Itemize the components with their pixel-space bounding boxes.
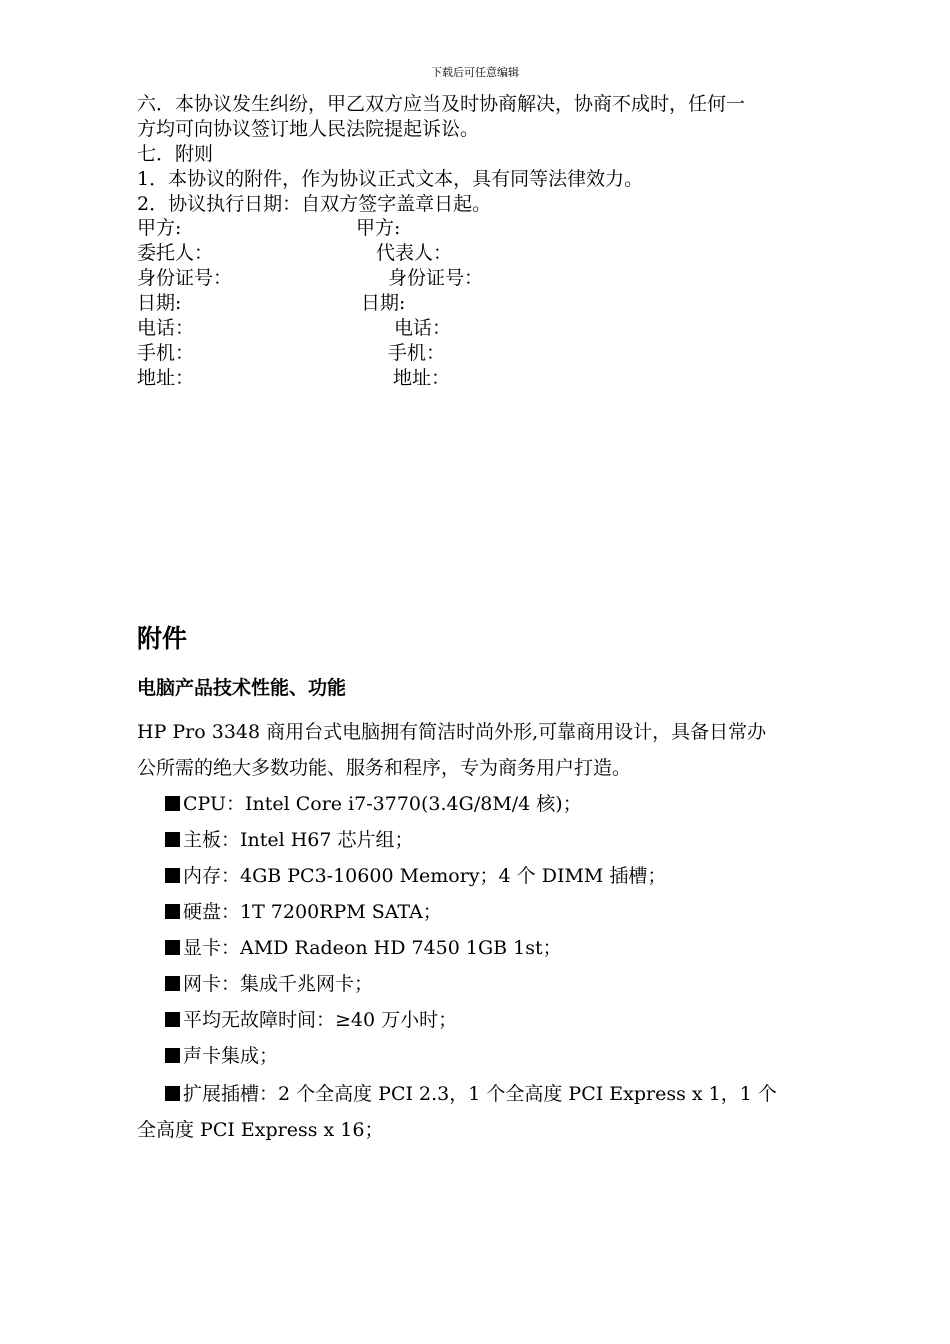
list-item bbox=[165, 1002, 457, 1038]
signature-entrustee-label: 委托人： bbox=[137, 242, 214, 264]
list-item bbox=[165, 930, 562, 966]
signature-phone-label: 电话： bbox=[137, 317, 195, 339]
list-item bbox=[165, 786, 582, 822]
page-header-note: 下载后可任意编辑 bbox=[431, 66, 519, 79]
annex-intro-line2: 公所需的绝大多数功能、服务和程序，专为商务用户打造。 bbox=[137, 757, 632, 779]
signature-phone-label-right: 电话： bbox=[394, 317, 452, 339]
clause-seven-title: 七．附则 bbox=[137, 143, 214, 165]
signature-mobile-label: 手机： bbox=[137, 342, 195, 364]
annex-intro-line1: HP Pro 3348 商用台式电脑拥有简洁时尚外形,可靠商用设计，具备日常办 bbox=[137, 721, 767, 743]
list-item bbox=[165, 858, 666, 894]
list-item bbox=[165, 894, 442, 930]
spec-continuation: 全高度 PCI Express x 16； bbox=[137, 1119, 384, 1141]
signature-mobile-label-right: 手机： bbox=[388, 342, 446, 364]
spec-text: 显卡：AMD Radeon HD 7450 1GB 1st； bbox=[183, 937, 562, 959]
annex-title: 附件 bbox=[137, 624, 188, 653]
square-bullet-icon bbox=[165, 976, 180, 991]
signature-party-b-label: 甲方: bbox=[356, 217, 401, 239]
signature-id-label-right: 身份证号： bbox=[388, 267, 484, 289]
spec-text: 网卡：集成千兆网卡； bbox=[183, 973, 374, 995]
spec-text: 平均无故障时间：≥40 万小时； bbox=[183, 1009, 458, 1031]
list-item bbox=[165, 966, 373, 1002]
spec-text: CPU：Intel Core i7-3770(3.4G/8M/4 核)； bbox=[183, 793, 582, 815]
square-bullet-icon bbox=[165, 868, 180, 883]
square-bullet-icon bbox=[165, 940, 180, 955]
signature-address-label: 地址： bbox=[137, 367, 195, 389]
square-bullet-icon bbox=[165, 1086, 180, 1101]
square-bullet-icon bbox=[165, 1048, 180, 1063]
square-bullet-icon bbox=[165, 1012, 180, 1027]
signature-party-a-label: 甲方: bbox=[137, 217, 182, 239]
clause-seven-item1: 1．本协议的附件，作为协议正式文本，具有同等法律效力。 bbox=[137, 168, 644, 190]
signature-address-label-right: 地址： bbox=[393, 367, 451, 389]
spec-text: 扩展插槽：2 个全高度 PCI 2.3，1 个全高度 PCI Express x 1，1 个 bbox=[183, 1083, 777, 1105]
signature-date-label: 日期: bbox=[137, 292, 182, 314]
list-item bbox=[165, 1076, 777, 1112]
spec-text: 内存：4GB PC3-10600 Memory；4 个 DIMM 插槽； bbox=[183, 865, 667, 887]
spec-text: 声卡集成； bbox=[183, 1045, 279, 1067]
spec-text: 主板：Intel H67 芯片组； bbox=[183, 829, 414, 851]
square-bullet-icon bbox=[165, 832, 180, 847]
clause-six-line2: 方均可向协议签订地人民法院提起诉讼。 bbox=[137, 118, 480, 140]
clause-six-line1: 六．本协议发生纠纷，甲乙双方应当及时协商解决，协商不成时，任何一 bbox=[137, 93, 746, 115]
annex-subtitle: 电脑产品技术性能、功能 bbox=[137, 677, 347, 699]
square-bullet-icon bbox=[165, 904, 180, 919]
signature-id-label: 身份证号： bbox=[137, 267, 233, 289]
list-item bbox=[165, 822, 414, 858]
signature-date-label-right: 日期: bbox=[361, 292, 406, 314]
signature-representative-label: 代表人： bbox=[376, 242, 453, 264]
list-item bbox=[165, 1038, 278, 1074]
spec-text: 硬盘：1T 7200RPM SATA； bbox=[183, 901, 442, 923]
square-bullet-icon bbox=[165, 796, 180, 811]
clause-seven-item2: 2．协议执行日期：自双方签字盖章日起。 bbox=[137, 193, 492, 215]
